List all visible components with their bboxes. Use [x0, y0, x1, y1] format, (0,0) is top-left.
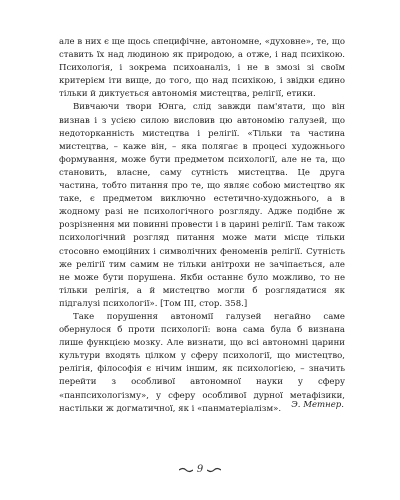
paragraph-jung: Вивчаючи твори Юнга, слід завжди пам'ятати, що він визнав і з усією силою висловив цю автономію галузей, що недоторканність мистецтва і релігії. «Тільки та частина мистецтва, – каже він, – яка полягає в процесі художнього формування, може бути предметом психології, але не та, що становить, власне, саму сутність мистецтва. Це друга частина, тобто питання про те, що являє собою мистецтво як таке, є предметом виключно естетично-художнього, а в жодному разі не психологічного розгляду. Адже подібне ж розрізнення ми повинні провести і в царині релігії. Там також психологічний розгляд питання може мати місце тільки стосовно емоційних і символічних феноменів релігії. Сутність же релігії тим самим не тільки анітрохи не зачіпається, але не може бути порушена. Якби останнє було можливо, то не тільки релігія, а й мистецтво могли б розглядатися як підгалузі психології». [Том III, стор. 358.]	[59, 102, 345, 309]
page-footer	[0, 464, 400, 475]
author-signature: Э. Метнер.	[291, 400, 344, 410]
ornament-left-icon	[179, 467, 193, 473]
page-number: 9	[196, 464, 204, 475]
paragraph-autonomy: Таке порушення автономії галузей негайно саме обернулося б проти психології: вона сама була б визнана лише функцією мозку. Але визнати, що всі автономні царини культури входять цілком у сферу психології, що мистецтво, релігія, філософія є нічим іншим, як психологією, – значить перейти з особливої автономної науки у сферу «панпсихологізму», у сферу особливої дурної метафізики, настільки ж догматичної, як і «панматеріалізм».	[59, 311, 345, 414]
ornament-right-icon	[207, 467, 221, 473]
body-text	[59, 36, 345, 416]
paragraph-continued: але в них є ще щось специфічне, автономне, «духовне», те, що ставить їх над людиною як природою, а отже, і над психікою. Психологія, і зокрема психоаналіз, і не в змозі зі своїм критерієм іти вище, до того, що над психікою, і звідки єдино тільки й диктується автономія мистецтва, релігії, етики.	[59, 37, 345, 100]
